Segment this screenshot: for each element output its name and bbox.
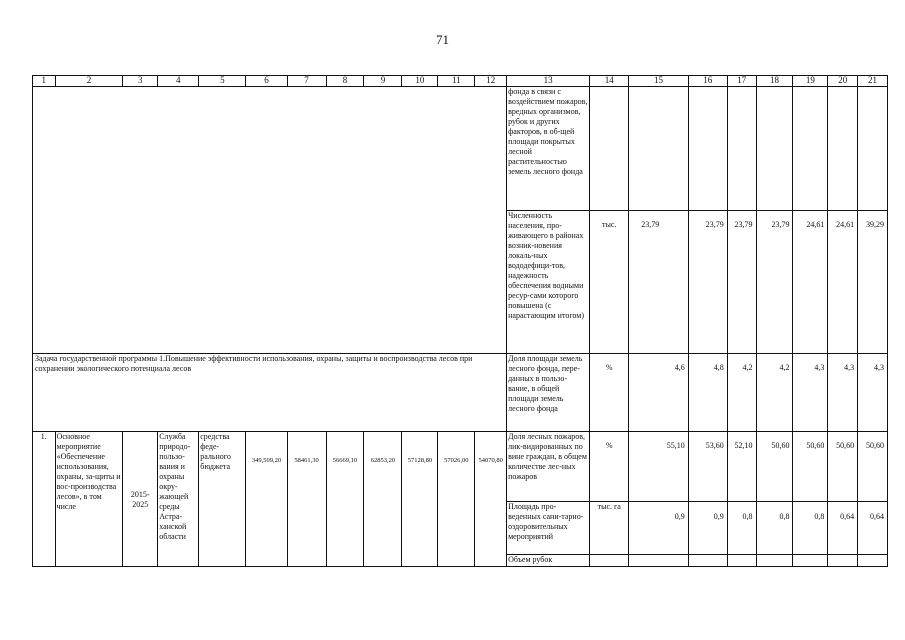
value-cell: 4,8 [688,354,727,432]
value-cell: 0,9 [629,502,689,555]
col-number: 2 [55,76,123,87]
indicator-cell: Доля лесных пожаров, лик-видированных по вине граждан, в общем количестве лес-ных пожаров [507,432,590,502]
value-cell: 23,79 [688,211,727,354]
col-number: 18 [756,76,793,87]
amount-cell: 62853,20 [364,432,402,567]
table-row [33,432,888,502]
value-cell: 53,60 [688,432,727,502]
value-cell: 24,61 [793,211,828,354]
col-number: 21 [858,76,888,87]
table-row [33,87,888,211]
value-cell: 52,10 [727,432,756,502]
value-cell: 23,79 [629,211,689,354]
col-number: 6 [246,76,287,87]
event-name: Основное мероприятие «Обеспечение использования, охраны, за-щиты и вос-производства лесов», в том числе [55,432,123,567]
col-number: 12 [475,76,507,87]
unit-cell: тыс. [590,211,629,354]
col-number: 9 [364,76,402,87]
indicator-cell: Доля площади земель лесного фонда, пере-данных в пользо-вание, в общей площади земель лесного фонда [507,354,590,432]
funding-source: средства феде-рального бюджета [199,432,246,567]
amount-cell: 58461,30 [287,432,326,567]
value-cell: 0,9 [688,502,727,555]
col-number: 20 [828,76,858,87]
value-cell: 0,8 [793,502,828,555]
col-number: 15 [629,76,689,87]
value-cell: 55,10 [629,432,689,502]
value-cell: 50,60 [858,432,888,502]
empty-cell [33,87,507,354]
indicator-cell: Площадь про-веденных сани-тарно-оздоровительных мероприятий [507,502,590,555]
amount-cell: 56669,10 [326,432,364,567]
value-cell: 0,8 [727,502,756,555]
amount-cell: 349,509,20 [246,432,287,567]
event-period: 2015-2025 [123,432,158,567]
value-cell: 4,3 [793,354,828,432]
value-cell: 4,2 [756,354,793,432]
amount-cell: 54070,80 [475,432,507,567]
value-cell: 50,60 [828,432,858,502]
col-number: 14 [590,76,629,87]
indicator-cell: фонда в связи с воздействием пожаров, вредных организмов, рубок и других факторов, в об-щей площади покрытых лесной растительностью земель лесного фонда [507,87,590,211]
value-cell: 39,29 [858,211,888,354]
col-number: 1 [33,76,56,87]
col-number: 5 [199,76,246,87]
value-cell: 4,3 [858,354,888,432]
value-cell: 23,79 [756,211,793,354]
table-row [33,354,888,432]
col-number: 7 [287,76,326,87]
indicator-cell: Численность населения, про-живающего в районах возник-новения локаль-ных вододефици-тов, надежность обеспечения водными ресур-сами которого повышена (с нарастающим итогом) [507,211,590,354]
indicator-cell: Объем рубок [507,555,590,567]
col-number: 11 [438,76,475,87]
value-cell: 23,79 [727,211,756,354]
task-title: Задача государственной программы 1.Повышение эффективности использования, охраны, защиты и воспроизводства лесов при сохранении экологического потенциала лесов [33,354,507,432]
col-number: 3 [123,76,158,87]
value-cell: 24,61 [828,211,858,354]
col-number: 4 [158,76,199,87]
col-number: 8 [326,76,364,87]
unit-cell: тыс. га [590,502,629,555]
value-cell: 4,6 [629,354,689,432]
column-number-row [33,76,888,87]
value-cell: 4,2 [727,354,756,432]
unit-cell: % [590,432,629,502]
amount-cell: 57128,80 [402,432,438,567]
amount-cell: 57026,00 [438,432,475,567]
event-executor: Служба природо-пользо-вания и охраны окру-жающей среды Астра-ханской области [158,432,199,567]
event-number: 1. [33,432,56,567]
col-number: 10 [402,76,438,87]
value-cell: 0,64 [858,502,888,555]
value-cell: 50,60 [793,432,828,502]
col-number: 13 [507,76,590,87]
value-cell: 4,3 [828,354,858,432]
value-cell: 50,60 [756,432,793,502]
value-cell: 0,64 [828,502,858,555]
program-table [32,75,888,570]
col-number: 19 [793,76,828,87]
value-cell: 0,8 [756,502,793,555]
col-number: 16 [688,76,727,87]
unit-cell: % [590,354,629,432]
col-number: 17 [727,76,756,87]
page-number: 71 [436,32,449,47]
